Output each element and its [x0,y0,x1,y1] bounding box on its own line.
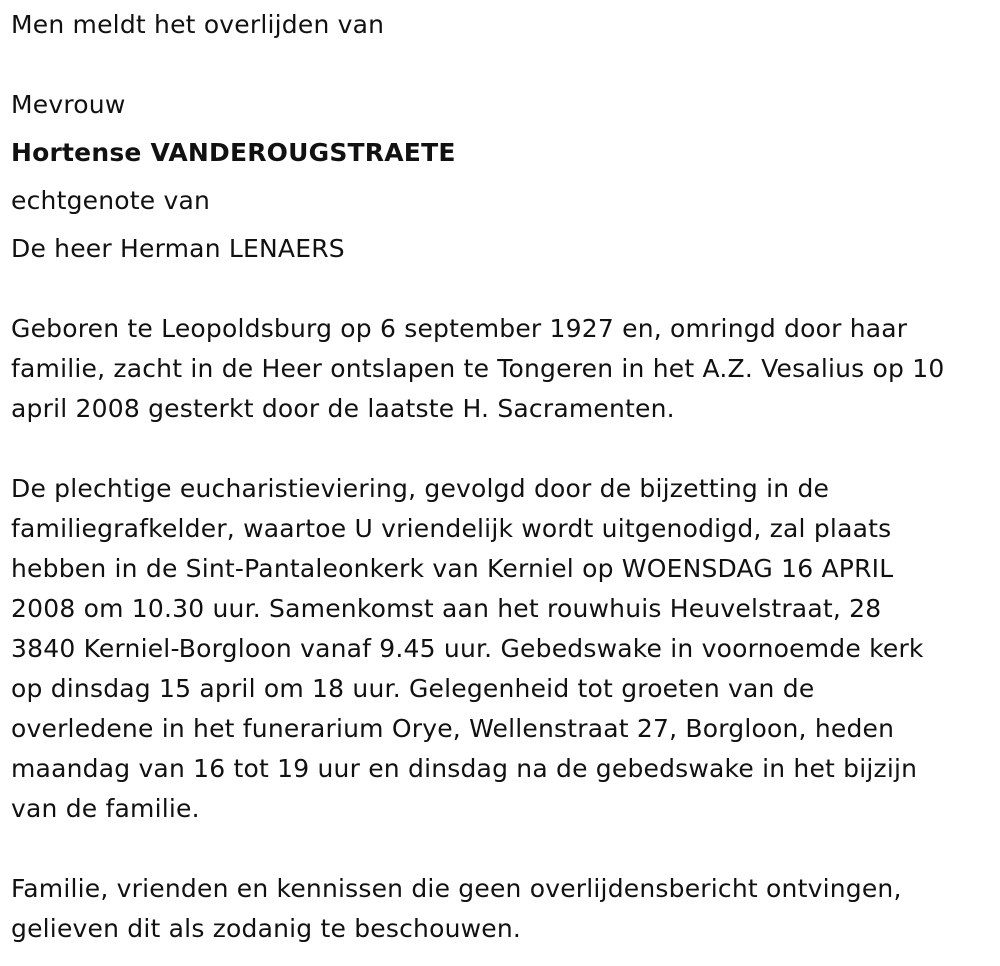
spouse-name: De heer Herman LENAERS [11,234,345,263]
paragraph-line: familie, zacht in de Heer ontslapen te Tongeren in het A.Z. Vesalius op 10 [11,354,945,383]
paragraph-line: op dinsdag 15 april om 18 uur. Gelegenheid tot groeten van de [11,674,815,703]
paragraph-funeral-details [11,469,996,829]
paragraph-line: Familie, vrienden en kennissen die geen overlijdensbericht ontvingen, [11,874,902,903]
paragraph-line: hebben in de Sint-Pantaleonkerk van Kerniel op WOENSDAG 16 APRIL [11,554,894,583]
paragraph-line: 2008 om 10.30 uur. Samenkomst aan het rouwhuis Heuvelstraat, 28 [11,594,882,623]
paragraph-line: overledene in het funerarium Orye, Wellenstraat 27, Borgloon, heden [11,714,895,743]
paragraph-line: april 2008 gesterkt door de laatste H. Sacramenten. [11,394,675,423]
paragraph-line: familiegrafkelder, waartoe U vriendelijk wordt uitgenodigd, zal plaats [11,514,892,543]
deceased-name: Hortense VANDEROUGSTRAETE [11,138,456,167]
paragraph-line: De plechtige eucharistieviering, gevolgd door de bijzetting in de [11,474,830,503]
relation-text: echtgenote van [11,186,211,215]
paragraph-birth-death [11,309,996,429]
paragraph-line: gelieven dit als zodanig te beschouwen. [11,914,522,943]
paragraph-line: van de familie. [11,794,200,823]
paragraph-line: maandag van 16 tot 19 uur en dinsdag na de gebedswake in het bijzijn [11,754,918,783]
paragraph-line: 3840 Kerniel-Borgloon vanaf 9.45 uur. Gebedswake in voornoemde kerk [11,634,924,663]
paragraph-closing-note [11,869,996,949]
intro-text: Men meldt het overlijden van [11,10,385,39]
salutation-text: Mevrouw [11,90,126,119]
paragraph-line: Geboren te Leopoldsburg op 6 september 1927 en, omringd door haar [11,314,908,343]
